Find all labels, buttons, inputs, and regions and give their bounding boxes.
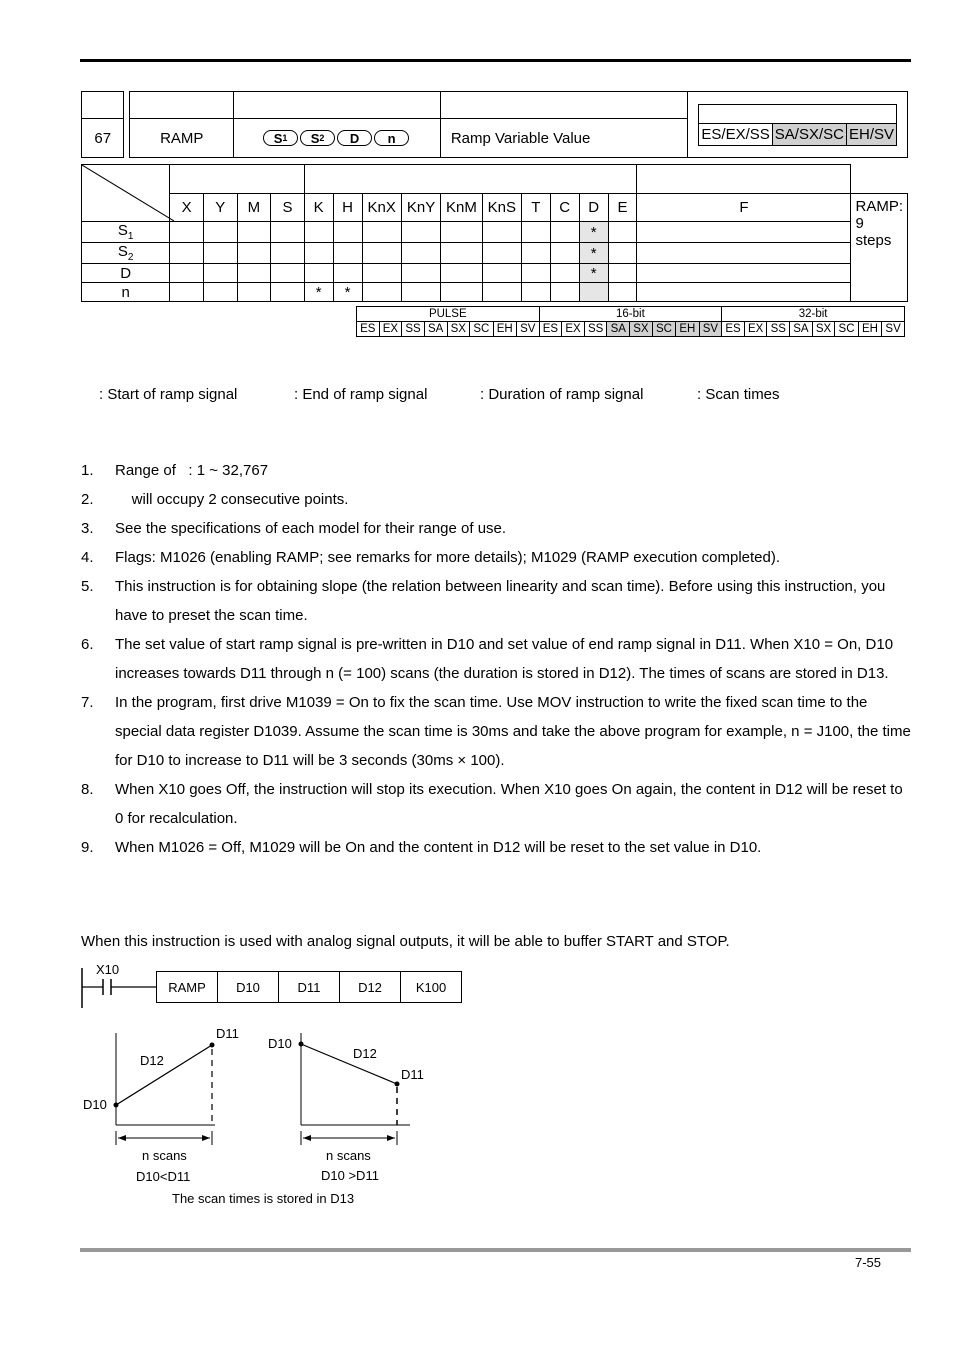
operands-cell — [234, 119, 440, 158]
list-item-text: See the specifications of each model for their range of use. — [115, 520, 507, 537]
model-sa: SA/SX/SC — [772, 123, 846, 145]
column-header: F — [637, 194, 851, 222]
operand-mark — [521, 283, 550, 302]
operand-mark — [271, 222, 305, 243]
pulse-model: SS — [584, 322, 607, 337]
explanation-list — [81, 456, 916, 862]
pulse-model: SV — [516, 322, 539, 337]
list-item-number: 2. — [81, 491, 94, 508]
operand-row — [82, 243, 908, 264]
list-item-number: 5. — [81, 578, 94, 595]
operand-mark: * — [579, 222, 608, 243]
list-item — [81, 688, 916, 775]
pulse-model: EH — [676, 322, 699, 337]
pulse-model: SC — [652, 322, 675, 337]
operand-mark — [237, 283, 271, 302]
pulse-model: SV — [882, 322, 905, 337]
desc-s1: : Start of ramp signal — [99, 386, 238, 403]
operand-mark — [401, 264, 440, 283]
operand-mark — [304, 264, 333, 283]
operand-mark — [333, 243, 362, 264]
operand-s2-badge: S 2 — [300, 130, 335, 146]
list-item-text: When X10 goes Off, the instruction will stop its execution. When X10 goes On again, the content in D12 will be reset to 0 for recalculation. — [115, 781, 907, 827]
operand-mark — [203, 264, 237, 283]
operand-mark — [362, 222, 401, 243]
graph-caption: The scan times is stored in D13 — [172, 1191, 355, 1206]
operand-label-main: S — [117, 243, 128, 260]
operand-mark — [521, 222, 550, 243]
operand-mark — [637, 222, 851, 243]
operand-mark — [203, 243, 237, 264]
desc-n: : Scan times — [697, 386, 780, 403]
left-end-label: D11 — [216, 1026, 239, 1041]
operand-mark — [333, 222, 362, 243]
list-item-number: 4. — [81, 549, 94, 566]
block-ramp: RAMP — [157, 972, 218, 1003]
operand-mark — [550, 222, 579, 243]
pulse-table — [356, 306, 905, 337]
operand-mark — [441, 243, 482, 264]
column-header: Y — [203, 194, 237, 222]
operand-mark — [203, 222, 237, 243]
column-header: KnS — [482, 194, 521, 222]
pulse-model: ES — [357, 322, 380, 337]
pulse-model: SV — [699, 322, 722, 337]
list-item — [81, 485, 911, 514]
instruction-block — [156, 971, 462, 1003]
ramp-down-graph — [270, 1025, 430, 1150]
operand-mark — [482, 264, 521, 283]
list-item — [81, 514, 911, 543]
corner-cell — [82, 165, 170, 222]
right-end-label: D11 — [401, 1067, 424, 1082]
operand-label — [82, 222, 170, 243]
top-rule — [80, 59, 911, 62]
pulse-model: SA — [424, 322, 447, 337]
operand-mark — [170, 264, 204, 283]
pulse-model: SA — [790, 322, 813, 337]
list-item — [81, 833, 911, 862]
operand-mark — [637, 283, 851, 302]
column-header: C — [550, 194, 579, 222]
operand-mark — [441, 283, 482, 302]
model-badges — [698, 104, 897, 146]
operand-mark — [203, 283, 237, 302]
list-item-number: 7. — [81, 694, 94, 711]
column-header: T — [521, 194, 550, 222]
operand-mark — [608, 283, 637, 302]
list-item-number: 9. — [81, 839, 94, 856]
mnemonic: RAMP — [130, 119, 234, 158]
operand-mark: * — [579, 243, 608, 264]
pulse-model: SX — [447, 322, 470, 337]
operand-mark — [333, 264, 362, 283]
list-item — [81, 572, 911, 630]
pulse-model: EX — [562, 322, 585, 337]
operand-mark — [521, 264, 550, 283]
operand-s1-badge: S 1 — [263, 130, 298, 146]
operand-mark — [170, 283, 204, 302]
operand-mark — [637, 264, 851, 283]
list-item — [81, 543, 911, 572]
pulse-model: SA — [607, 322, 630, 337]
ramp-up-graph — [80, 1025, 240, 1150]
right-start-label: D10 — [268, 1036, 292, 1051]
operand-mark — [237, 243, 271, 264]
left-scans-label: n scans — [142, 1148, 187, 1163]
function-name: Ramp Variable Value — [440, 119, 688, 158]
pulse-group-pulse: PULSE — [357, 307, 540, 322]
pulse-model: SC — [835, 322, 858, 337]
operand-mark: * — [579, 264, 608, 283]
page-number: 7-55 — [855, 1255, 882, 1270]
list-item-text: This instruction is for obtaining slope (the relation between linearity and scan time). Before using this instruction, you have to preset the scan time. — [115, 578, 890, 624]
block-k100: K100 — [401, 972, 462, 1003]
operand-mark — [637, 243, 851, 264]
operand-label — [82, 243, 170, 264]
column-header: E — [608, 194, 637, 222]
operand-row — [82, 264, 908, 283]
list-item-text: In the program, first drive M1039 = On to fix the scan time. Use MOV instruction to write the fixed scan time to the special data register D1039. Assume the scan time is 30ms and take the above program for example, n = J100, the time for D10 to increase to D11 will be 3 seconds (30ms × 100). — [115, 694, 916, 769]
program-steps: RAMP: 9 steps — [851, 194, 908, 302]
column-header: KnM — [441, 194, 482, 222]
operand-mark — [401, 243, 440, 264]
operand-mark — [271, 243, 305, 264]
pulse-model: SX — [812, 322, 835, 337]
operand-mark — [304, 243, 333, 264]
operand-mark — [441, 222, 482, 243]
pulse-model: SS — [767, 322, 790, 337]
model-es: ES/EX/SS — [699, 123, 772, 145]
operand-d-badge: D — [337, 130, 372, 146]
pulse-model-row — [357, 322, 905, 337]
list-item-number: 1. — [81, 462, 94, 479]
operand-label — [82, 283, 170, 302]
column-header: M — [237, 194, 271, 222]
operand-row — [82, 222, 908, 243]
operand-mark — [550, 264, 579, 283]
operand-mark — [608, 264, 637, 283]
model-eh: EH/SV — [846, 123, 896, 145]
left-mid-label: D12 — [140, 1053, 164, 1068]
operand-label-sub: 1 — [127, 231, 134, 242]
desc-s2: : End of ramp signal — [294, 386, 428, 403]
operand-mark — [362, 264, 401, 283]
list-item-number: 6. — [81, 636, 94, 653]
column-header: S — [271, 194, 305, 222]
pulse-model: EH — [858, 322, 881, 337]
left-cond-label: D10<D11 — [136, 1169, 191, 1184]
operand-mark — [362, 243, 401, 264]
operand-mark — [401, 283, 440, 302]
list-item-number: 3. — [81, 520, 94, 537]
right-scans-label: n scans — [326, 1148, 371, 1163]
pulse-model: ES — [539, 322, 562, 337]
desc-d: : Duration of ramp signal — [480, 386, 644, 403]
pulse-model: EH — [493, 322, 516, 337]
instruction-header-table — [81, 91, 908, 158]
left-start-label: D10 — [83, 1097, 107, 1112]
list-item-text: will occupy 2 consecutive points. — [115, 491, 349, 508]
operand-label-sub: 2 — [127, 252, 134, 263]
column-header: K — [304, 194, 333, 222]
right-mid-label: D12 — [353, 1046, 377, 1061]
column-header: KnX — [362, 194, 401, 222]
operand-label-main: D — [120, 264, 132, 282]
column-header: D — [579, 194, 608, 222]
list-item-text: The set value of start ramp signal is pre-written in D10 and set value of end ramp signal in D11. When X10 = On, D10 increases towards D11 through n (= 100) scans (the duration is stored in D12). The times of scans are stored in D13. — [115, 636, 898, 682]
operand-mark — [271, 264, 305, 283]
pulse-model: SC — [470, 322, 493, 337]
list-item-text: Range of : 1 ~ 32,767 — [115, 462, 269, 479]
operand-mark — [441, 264, 482, 283]
operand-mark: * — [304, 283, 333, 302]
operand-mark — [579, 283, 608, 302]
operand-mark — [608, 222, 637, 243]
list-item-number: 8. — [81, 781, 94, 798]
pulse-model: EX — [744, 322, 767, 337]
list-item-text: Flags: M1026 (enabling RAMP; see remarks for more details); M1029 (RAMP execution completed). — [115, 549, 781, 566]
pulse-model: ES — [722, 322, 745, 337]
operand-mark — [170, 222, 204, 243]
contact-label: X10 — [96, 962, 120, 977]
column-header: X — [170, 194, 204, 222]
block-d12: D12 — [340, 972, 401, 1003]
operand-label — [82, 264, 170, 283]
operand-mark — [304, 222, 333, 243]
block-d11: D11 — [279, 972, 340, 1003]
pulse-model: SX — [630, 322, 653, 337]
list-item — [81, 775, 911, 833]
block-d10: D10 — [218, 972, 279, 1003]
operand-mark — [521, 243, 550, 264]
operand-mark — [237, 222, 271, 243]
operand-mark — [482, 243, 521, 264]
operand-mark — [271, 283, 305, 302]
operand-mark — [237, 264, 271, 283]
diagonal-line — [82, 165, 174, 221]
operand-row — [82, 283, 908, 302]
operand-label-main: S — [117, 222, 128, 239]
bottom-rule — [80, 1248, 911, 1252]
column-header: H — [333, 194, 362, 222]
operand-mark — [550, 243, 579, 264]
pulse-model: EX — [379, 322, 402, 337]
column-header-row — [82, 194, 908, 222]
operand-mark — [550, 283, 579, 302]
operand-mark — [170, 243, 204, 264]
right-cond-label: D10 >D11 — [321, 1168, 379, 1183]
pulse-model: SS — [402, 322, 425, 337]
operand-mark — [401, 222, 440, 243]
pulse-group-32bit: 32-bit — [722, 307, 905, 322]
operand-mark — [482, 283, 521, 302]
operand-mark: * — [333, 283, 362, 302]
list-item-text: When M1026 = Off, M1029 will be On and the content in D12 will be reset to the set value in D10. — [115, 839, 762, 856]
operand-n-badge: n — [374, 130, 409, 146]
operand-mark — [362, 283, 401, 302]
operand-table — [81, 164, 908, 302]
column-header: KnY — [401, 194, 440, 222]
operand-label-main: n — [121, 283, 130, 301]
pulse-group-16bit: 16-bit — [539, 307, 722, 322]
operand-mark — [482, 222, 521, 243]
list-item — [81, 456, 911, 485]
operand-mark — [608, 243, 637, 264]
list-item — [81, 630, 911, 688]
program-note: When this instruction is used with analog signal outputs, it will be able to buffer START and STOP. — [81, 933, 730, 950]
api-number: 67 — [82, 119, 124, 158]
